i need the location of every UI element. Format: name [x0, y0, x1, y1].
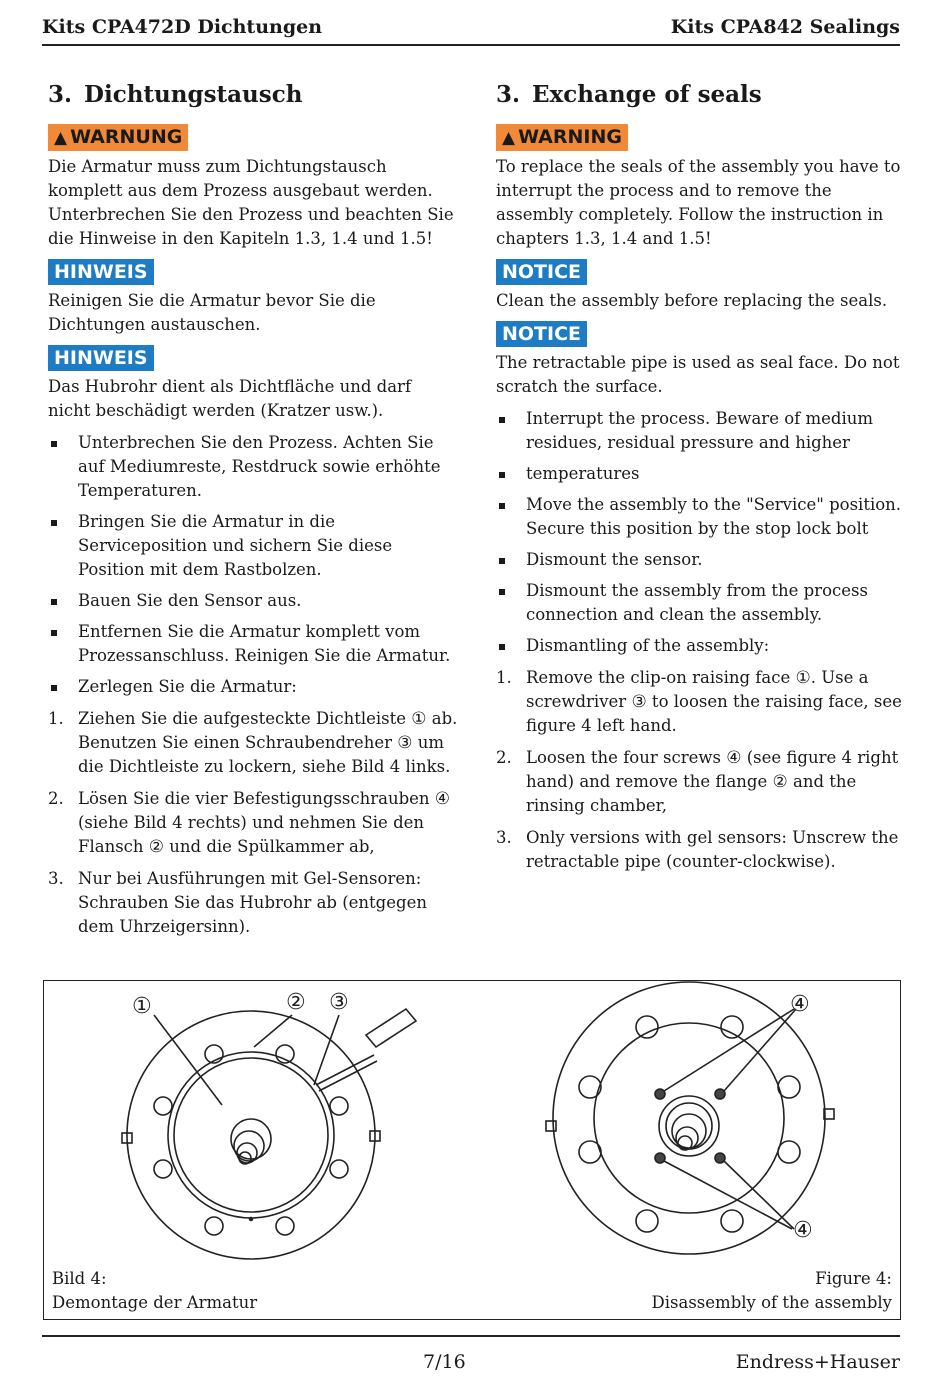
- section-title: Exchange of seals: [532, 81, 762, 108]
- step-text: Lösen Sie die vier Befestigungsschrauben: [78, 789, 435, 808]
- list-item: Interrupt the process. Beware of medium residues, residual pressure and higher: [496, 407, 906, 455]
- callout-4-bottom: ④: [793, 1218, 813, 1243]
- step-item: [48, 787, 458, 859]
- callout-4-top: ④: [790, 992, 810, 1017]
- warning-text: To replace the seals of the assembly you have to interrupt the process and to remove the assembly completely. Follow the instruction in chapters 1.3, 1.4 and 1.5!: [496, 157, 901, 248]
- list-item: Dismantling of the assembly:: [496, 634, 906, 658]
- list-item: Dismount the assembly from the process connection and clean the assembly.: [496, 579, 906, 627]
- list-item: Dismount the sensor.: [496, 548, 906, 572]
- page-header: [42, 14, 900, 46]
- callout-ref: ①: [411, 709, 427, 729]
- step-number: 3.: [48, 869, 64, 888]
- callout-ref: ②: [772, 772, 788, 792]
- notice-badge: HINWEIS: [48, 259, 154, 285]
- figure-box: [43, 980, 901, 1320]
- callout-ref: ③: [631, 692, 647, 712]
- callout-3: ③: [329, 990, 349, 1015]
- warning-label: WARNING: [518, 126, 622, 148]
- step-number: 2.: [48, 789, 64, 808]
- warning-badge: [496, 124, 628, 151]
- callout-ref: ④: [434, 789, 451, 809]
- step-text: Only versions with gel sensors: Unscrew the retractable pipe (counter-clockwise).: [526, 828, 899, 871]
- step-number: 2.: [496, 748, 512, 767]
- list-item: Zerlegen Sie die Armatur:: [48, 675, 458, 699]
- step-text: and the rinsing chamber,: [526, 772, 857, 815]
- section-heading-de: [48, 78, 458, 112]
- list-item: Bringen Sie die Armatur in die Serviceposition und sichern Sie diese Position mit dem Rastbolzen.: [48, 510, 458, 582]
- list-item: temperatures: [496, 462, 906, 486]
- step-number: 3.: [496, 828, 512, 847]
- page-footer: [42, 1335, 900, 1377]
- step-text: (see figure 4 right hand) and remove the flange: [526, 748, 899, 791]
- notice-badge: HINWEIS: [48, 345, 154, 371]
- right-assembly-drawing: [546, 982, 834, 1254]
- step-text: Remove the clip-on raising face: [526, 668, 796, 687]
- left-callouts: [132, 990, 349, 1019]
- header-right-title: Kits CPA842 Sealings: [670, 16, 900, 38]
- left-assembly-drawing: [122, 1009, 416, 1259]
- step-text: um die Dichtleiste zu lockern, siehe Bild 4 links.: [78, 733, 451, 776]
- list-item: Move the assembly to the "Service" position. Secure this position by the stop lock bolt: [496, 493, 906, 541]
- bullet-list: [48, 431, 458, 699]
- section-number: 3.: [48, 81, 73, 108]
- warning-text: Die Armatur muss zum Dichtungstausch komplett aus dem Prozess ausgebaut werden. Unterbrechen Sie den Prozess und beachten Sie die Hinweise in den Kapiteln 1.3, 1.4 und 1.5!: [48, 157, 454, 248]
- callout-ref: ①: [795, 668, 811, 688]
- notice-badge: NOTICE: [496, 259, 587, 285]
- figure-caption-en: [652, 1267, 892, 1315]
- step-text: Nur bei Ausführungen mit Gel-Sensoren: Schrauben Sie das Hubrohr ab (entgegen dem Uhrzeigersinn).: [78, 869, 427, 936]
- step-text: Ziehen Sie die aufgesteckte Dichtleiste: [78, 709, 412, 728]
- step-item: [496, 826, 906, 874]
- warning-triangle-icon: ▲: [502, 128, 516, 148]
- step-text: (siehe Bild 4 rechts) und nehmen Sie den Flansch: [78, 813, 425, 856]
- callout-ref: ④: [726, 748, 742, 768]
- section-heading-en: [496, 78, 906, 112]
- notice-text: The retractable pipe is used as seal face. Do not scratch the surface.: [496, 353, 900, 396]
- bullet-list: [496, 407, 906, 658]
- section-title: Dichtungstausch: [84, 81, 303, 108]
- step-text: und die Spülkammer ab,: [164, 837, 375, 856]
- callout-ref: ③: [397, 733, 413, 753]
- notice-badge: NOTICE: [496, 321, 587, 347]
- caption-label: Bild 4:: [52, 1269, 107, 1288]
- numbered-steps: [496, 666, 906, 874]
- step-item: [48, 707, 458, 779]
- header-left-title: Kits CPA472D Dichtungen: [42, 16, 323, 38]
- step-item: [48, 867, 458, 939]
- notice-text: Das Hubrohr dient als Dichtfläche und darf nicht beschädigt werden (Kratzer usw.).: [48, 377, 412, 420]
- step-text: . Use a screwdriver: [526, 668, 869, 711]
- step-text: to loosen the raising face, see figure 4 left hand.: [526, 692, 902, 735]
- notice-text: Reinigen Sie die Armatur bevor Sie die Dichtungen austauschen.: [48, 291, 376, 334]
- numbered-steps: [48, 707, 458, 939]
- brand-name: Endress+Hauser: [735, 1351, 900, 1373]
- list-item: Entfernen Sie die Armatur komplett vom Prozessanschluss. Reinigen Sie die Armatur.: [48, 620, 458, 668]
- step-item: [496, 746, 906, 818]
- page-number: 7/16: [423, 1351, 466, 1373]
- english-column: [496, 78, 906, 882]
- warning-badge: [48, 124, 188, 151]
- step-text: Loosen the four screws: [526, 748, 727, 767]
- german-column: [48, 78, 458, 947]
- step-text: ab. Benutzen Sie einen Schraubendreher: [78, 709, 458, 752]
- callout-2: ②: [286, 990, 306, 1015]
- notice-text: Clean the assembly before replacing the seals.: [496, 291, 888, 310]
- caption-text: Demontage der Armatur: [52, 1293, 258, 1312]
- section-number: 3.: [496, 81, 521, 108]
- list-item: Bauen Sie den Sensor aus.: [48, 589, 458, 613]
- list-item: Unterbrechen Sie den Prozess. Achten Sie auf Mediumreste, Restdruck sowie erhöhte Temperaturen.: [48, 431, 458, 503]
- step-number: 1.: [496, 668, 512, 687]
- warning-label: WARNUNG: [70, 126, 183, 148]
- callout-1: ①: [132, 994, 152, 1019]
- caption-text: Disassembly of the assembly: [651, 1293, 892, 1312]
- step-item: [496, 666, 906, 738]
- warning-triangle-icon: ▲: [54, 128, 68, 148]
- step-number: 1.: [48, 709, 64, 728]
- caption-label: Figure 4:: [815, 1269, 892, 1288]
- callout-ref: ②: [148, 837, 165, 857]
- figure-caption-de: [52, 1267, 257, 1315]
